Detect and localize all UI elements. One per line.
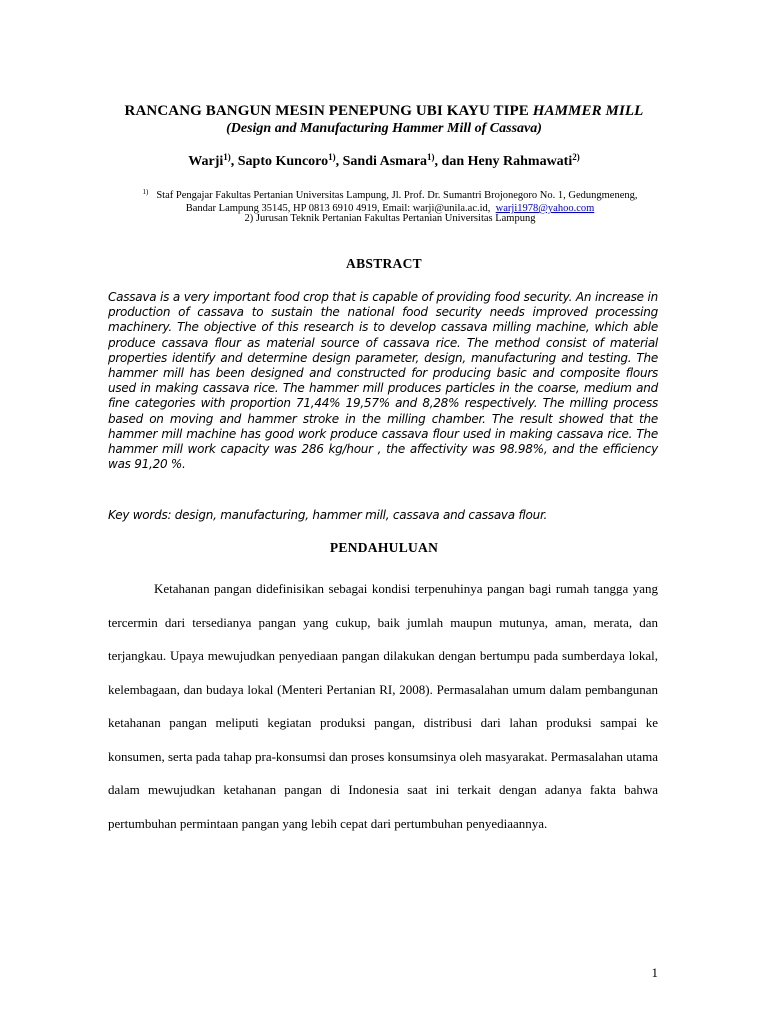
page-number: 1: [651, 965, 658, 980]
keywords: Key words: design, manufacturing, hammer mill, cassava and cassava flour.: [108, 508, 548, 522]
affiliation-1-line2: Bandar Lampung 35145, HP 0813 6910 4919, Email: warji@unila.ac.id,: [185, 203, 491, 214]
paper-title-italic: HAMMER MILL: [532, 103, 644, 119]
author-mark: 1): [427, 152, 435, 162]
author-mark: 1): [328, 152, 336, 162]
paper-title: [0, 103, 768, 120]
intro-paragraph: [108, 572, 658, 840]
author-name: Warji: [188, 154, 224, 169]
author-conjunction: dan: [441, 154, 468, 169]
author-separator: ,: [434, 154, 442, 169]
author-mark: 2): [572, 152, 580, 162]
intro-paragraph-text: Ketahanan pangan didefinisikan sebagai kondisi terpenuhinya pangan bagi rumah tangga yang tercermin dari tersedianya pangan yang cukup, baik jumlah maupun mutunya, aman, merata, dan terjangkau. Upaya mewujudkan penyediaan pangan dilakukan dengan bertumpu pada sumberdaya lokal, kelembagaan, dan budaya lokal (Menteri Pertanian RI, 2008). Permasalahan umum dalam pembangunan ketahanan pangan meliputi kegiatan produksi pangan, distribusi dari lahan produksi sampai ke konsumen, serta pada tahap pra-konsumsi dan proses konsumsinya oleh masyarakat. Permasalahan utama dalam mewujudkan ketahanan pangan di Indonesia saat ini terkait dengan adanya fakta bahwa pertumbuhan permintaan pangan yang lebih cepat dari pertumbuhan penyediaannya.: [108, 581, 658, 831]
affiliation-1-mark: 1): [142, 188, 149, 196]
abstract-heading: ABSTRACT: [346, 256, 422, 271]
affiliation-2: 2) Jurusan Teknik Pertanian Fakultas Pertanian Universitas Lampung: [244, 213, 536, 224]
affiliation-1: [140, 186, 640, 215]
affiliation-1-line1: Staf Pengajar Fakultas Pertanian Universitas Lampung, Jl. Prof. Dr. Sumantri Brojonegoro No. 1, Gedungmeneng,: [156, 190, 638, 201]
abstract-text: Cassava is a very important food crop that is capable of providing food security. An increase in production of cassava to sustain the national food security needs improved processing machinery. The objective of this research is to develop cassava milling machine, which able produce cassava flour as material source of cassava rice. The method consist of material properties identify and determine design parameter, design, manufacturing and testing. The hammer mill has been designed and constructed for producing basic and composite flours used in making cassava rice. The hammer mill produces particles in the coarse, medium and fine categories with proportion 71,44% 19,57% and 8,28% respectively. The milling process based on moving and hammer stroke in the milling chamber. The result showed that the hammer mill machine has good work produce cassava flour used in making cassava rice. The hammer mill work capacity was 286 kg/hour , the affectivity was 98.98%, and the efficiency was 91,20 %.: [108, 290, 658, 472]
author-name: Heny Rahmawati: [467, 154, 573, 169]
author-mark: 1): [223, 152, 231, 162]
author-separator: ,: [335, 154, 343, 169]
author-list: [0, 152, 768, 170]
author-name: Sandi Asmara: [342, 154, 428, 169]
author-separator: ,: [230, 154, 238, 169]
section-heading-pendahuluan: PENDAHULUAN: [329, 540, 439, 555]
email-link[interactable]: warji1978@yahoo.com: [495, 203, 595, 214]
paper-subtitle: (Design and Manufacturing Hammer Mill of Cassava): [226, 121, 542, 136]
paper-title-main: RANCANG BANGUN MESIN PENEPUNG UBI KAYU TIPE: [124, 103, 533, 119]
author-name: Sapto Kuncoro: [237, 154, 329, 169]
